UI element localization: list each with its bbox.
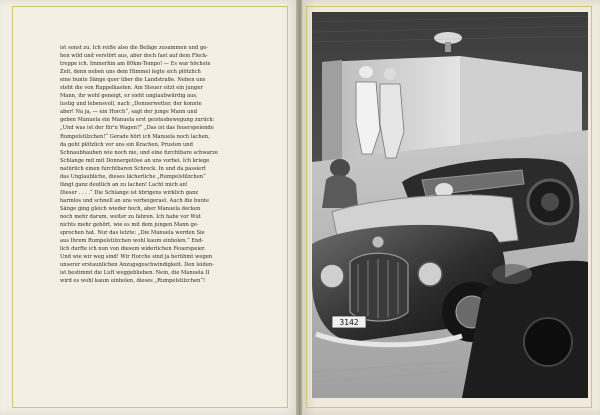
text-line: Schlange mit mit Donnergetöse an uns vorbei. Ich kriege	[60, 157, 210, 164]
text-line: geben Manuela ein Manuela erst geistesbewegung zurück:	[60, 117, 215, 124]
text-line: da geht plötzlich vor uns ein Krachen, Prusten und	[60, 141, 193, 148]
text-line: fängt ganz deutlich an zu lachen! Lacht mich an!	[60, 181, 188, 188]
text-line: nichts mehr gehört, wie es mit dem jungen Mann ge-	[60, 222, 199, 229]
text-line: Und wie wir weg sind! Wir Horche sind ja berühmt wegen	[60, 254, 213, 261]
text-line: Zeit, denn neben uns dem Himmel legte sich plötzlich	[60, 69, 201, 76]
text-line: Dieser . . . .“ Die Schlange ist übrigens wirklich ganz	[60, 189, 199, 196]
text-line: wird es wohl kaum einholen, dieses „Rumpelstilzchen“!	[60, 278, 206, 285]
right-page	[302, 0, 600, 415]
left-page	[0, 0, 298, 415]
text-line: aus Ihrem Rumpelstilzchen wohl kaum einholen.“ End-	[60, 238, 204, 245]
body-text	[60, 44, 266, 285]
text-line: lich durfte ich nun von diesem widerlichen Feuerspeier.	[60, 246, 206, 253]
text-line: unserer erstaunlichen Anzugsgeschwindigkeit. Den leiden-	[60, 262, 214, 269]
horch-convertible-illustration	[312, 12, 588, 398]
text-line: steht die von Rappelkasten. Am Steuer sitzt ein junger	[60, 85, 203, 92]
text-line: eine bunte Sänge quer über die Landstraße. Neben uns	[60, 77, 206, 84]
text-line: harmlos und schnell an uns vorbeigerast. Auch die bunte	[60, 197, 210, 204]
text-line: noch mehr darum, weiter zu fahren. Ich habe vor Wut	[60, 213, 201, 220]
text-line: sprochen hat. Nur das letzte: „Die Manuela werden Sie	[60, 230, 205, 237]
text-line: „Und was ist der für'n Wagen?“ „Das ist das feuerspeiende	[60, 125, 214, 132]
text-line: ist sonst zu. Ich reiße also die Beläge zusammen und ge-	[60, 45, 209, 51]
text-line: aber! Na ja, — ein Horch“, sagt der junge Mann und	[60, 109, 198, 116]
text-line: treppe ich. Immerhin am 80km-Tempo! — Es war höchste	[60, 61, 211, 68]
text-line: Schnaubhauben wie noch nie, und eine furchtbare schwarze	[60, 149, 219, 156]
text-line: Sänge ging gleich wieder hoch, aber Manuela decken	[60, 205, 201, 212]
text-line: Rumpelstilzchen!“ Gerade hört ich Manuela noch lachen,	[60, 133, 210, 140]
text-line: ist bestimmt die Luft weggeblieben. Nein, die Manuela II	[60, 270, 210, 277]
text-line: hen wild und verstört aus, aber doch fast auf dem Fleck-	[60, 53, 208, 60]
text-line: Mann, ihr wohl geneigt, er sieht unglaubwürdig aus,	[60, 93, 198, 100]
text-line: lustig und lebensvoll, nach „Donnerwetter, der konnte	[60, 101, 202, 108]
text-line: das Unglaubliche, dieses lächerliche „Rumpelstilzchen“	[60, 173, 206, 180]
text-line: natürlich einen furchtbaren Schreck. In und da passiert	[60, 165, 206, 172]
license-plate-text: 3142	[339, 318, 359, 327]
